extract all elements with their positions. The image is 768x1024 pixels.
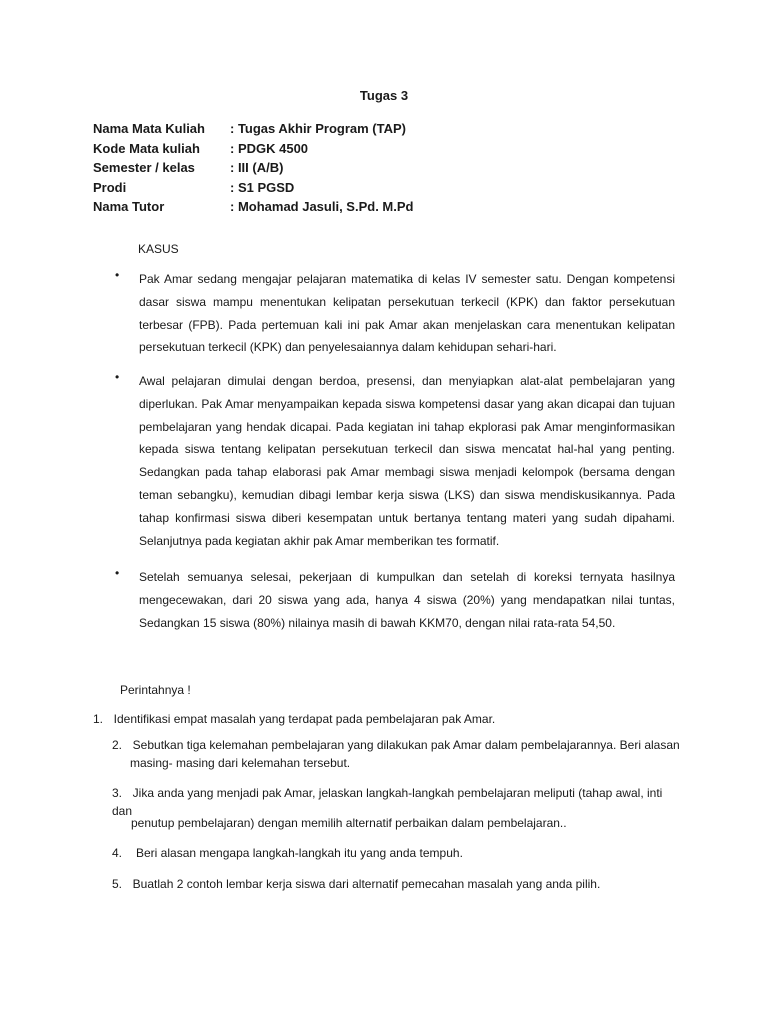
meta-row-semester [93, 158, 413, 178]
question-text: Buatlah 2 contoh lembar kerja siswa dari alternatif pemecahan masalah yang anda pilih. [132, 877, 601, 891]
question-text: Beri alasan mengapa langkah-langkah itu yang anda tempuh. [132, 846, 463, 860]
perintah-heading: Perintahnya ! [120, 683, 191, 697]
question-number: 5. [112, 877, 123, 891]
meta-row-course-name [93, 119, 413, 139]
meta-label: Kode Mata kuliah [93, 140, 200, 156]
meta-label: Semester / kelas [93, 160, 195, 175]
question-text: Jika anda yang menjadi pak Amar, jelaskan langkah-langkah pembelajaran meliputi (tahap awal, inti dan [112, 786, 663, 818]
bullet-icon: • [115, 566, 120, 580]
bullet-icon: • [115, 268, 120, 282]
question-text: Sebutkan tiga kelemahan pembelajaran yang dilakukan pak Amar dalam pembelajarannya. Beri alasan [132, 738, 680, 752]
meta-value: : S1 PGSD [230, 179, 295, 195]
kasus-paragraph: Setelah semuanya selesai, pekerjaan di kumpulkan dan setelah di koreksi ternyata hasilnya mengecewakan, dari 20 siswa yang ada, hanya 4 siswa (20%) yang mendapatkan nilai tuntas, Sedangkan 15 siswa (80%) nilainya masih di bawah KKM70, dengan nilai rata-rata 54,50. [139, 570, 675, 630]
meta-value: : Mohamad Jasuli, S.Pd. M.Pd [230, 199, 414, 214]
kasus-heading: KASUS [138, 242, 179, 256]
meta-value: : PDGK 4500 [230, 140, 309, 156]
question-text-continuation: penutup pembelajaran) dengan memilih alternatif perbaikan dalam pembelajaran.. [131, 816, 567, 830]
meta-row-prodi [93, 178, 413, 198]
question-text: Identifikasi empat masalah yang terdapat pada pembelajaran pak Amar. [113, 712, 496, 726]
kasus-bullet-item [115, 370, 675, 552]
course-info [93, 119, 413, 217]
question-item [112, 875, 682, 893]
question-text-continuation: masing- masing dari kelemahan tersebut. [130, 756, 351, 770]
meta-label: Nama Tutor [93, 199, 165, 214]
question-number: 4. [112, 846, 123, 860]
question-item [112, 736, 682, 772]
kasus-bullet-item [115, 566, 675, 634]
kasus-bullet-item [115, 268, 675, 359]
meta-value: : Tugas Akhir Program (TAP) [230, 121, 406, 136]
question-number: 1. [93, 712, 104, 726]
question-item [112, 844, 682, 862]
meta-row-tutor [93, 197, 413, 217]
question-number: 2. [112, 738, 123, 752]
document-title: Tugas 3 [359, 88, 409, 103]
meta-value: : III (A/B) [230, 160, 284, 175]
meta-label: Nama Mata Kuliah [93, 121, 205, 136]
bullet-icon: • [115, 370, 120, 384]
meta-row-course-code [93, 139, 413, 159]
question-number: 3. [112, 786, 123, 800]
kasus-paragraph: Awal pelajaran dimulai dengan berdoa, presensi, dan menyiapkan alat-alat pembelajaran yang diperlukan. Pak Amar menyampaikan kepada siswa kompetensi dasar yang akan dicapai dan tujuan pembelajaran yang hendak dicapai. Pada kegiatan ini tahap ekplorasi pak Amar menginformasikan kepada siswa tentang kelipatan persekutuan terkecil dan siswa mencatat hal-hal yang penting. Sedangkan pada tahap elaborasi pak Amar membagi siswa menjadi kelompok (bersama dengan teman sebangku), kemudian dibagi lembar kerja siswa (LKS) dan siswa mendiskusikannya. Pada tahap konfirmasi siswa diberi kesempatan untuk bertanya tentang materi yang sudah dipahami. Selanjutnya pada kegiatan akhir pak Amar memberikan tes formatif. [139, 374, 675, 548]
kasus-paragraph: Pak Amar sedang mengajar pelajaran matematika di kelas IV semester satu. Dengan kompetensi dasar siswa mampu menentukan kelipatan persekutuan terkecil (KPK) dan faktor persekutuan terbesar (FPB). Pada pertemuan kali ini pak Amar akan menjelaskan cara menentukan kelipatan persekutuan terkecil (KPK) dan penyelesaiannya dalam kehidupan sehari-hari. [139, 272, 675, 355]
meta-label: Prodi [93, 179, 127, 195]
question-item [93, 710, 693, 728]
